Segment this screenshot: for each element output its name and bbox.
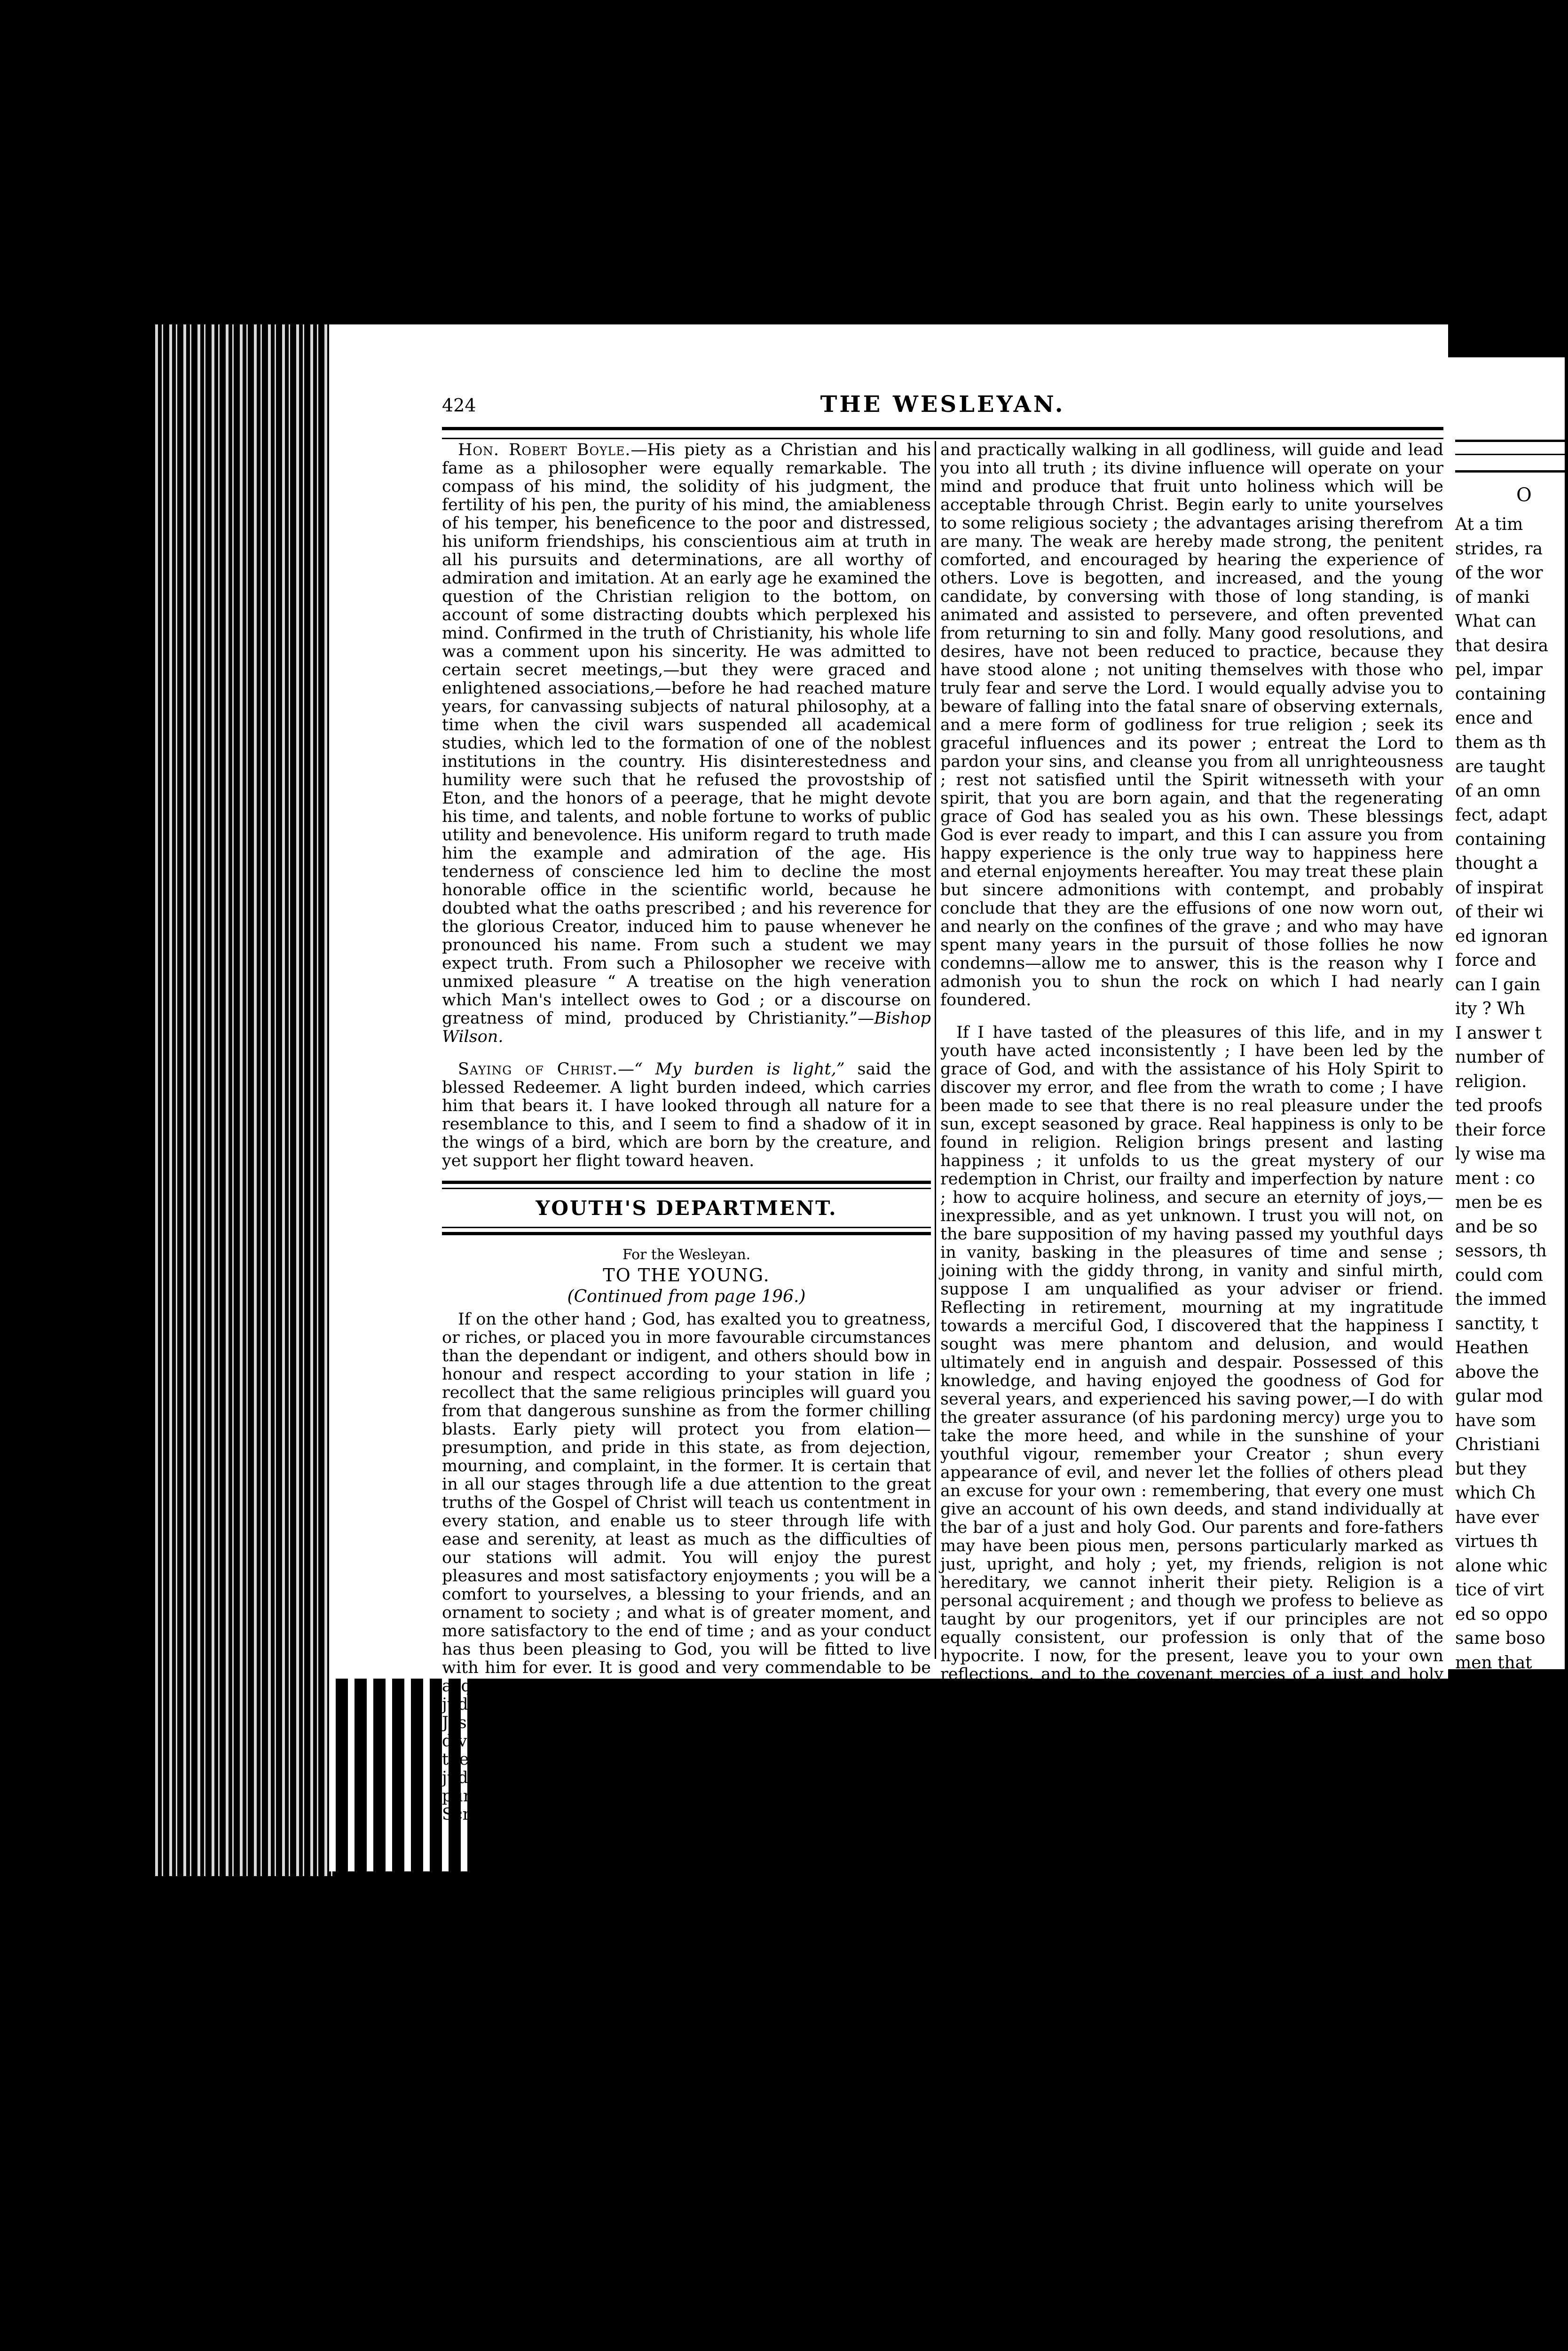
signoff bbox=[940, 1768, 1443, 1797]
facing-line: of inspirat bbox=[1455, 878, 1544, 898]
saying-article bbox=[442, 1060, 931, 1170]
facing-rule-3 bbox=[1455, 470, 1568, 473]
facing-line: the immed bbox=[1455, 1290, 1547, 1309]
facing-line: virtues th bbox=[1455, 1532, 1538, 1551]
facing-line: and be so bbox=[1455, 1217, 1538, 1237]
book-spine-edge bbox=[155, 324, 334, 1876]
boyle-article bbox=[442, 441, 931, 1046]
facing-line: ment : co bbox=[1455, 1168, 1535, 1188]
facing-line: their force bbox=[1455, 1120, 1546, 1140]
for-the-wesleyan-line: For the Wesleyan. bbox=[622, 1247, 751, 1263]
article-title: TO THE YOUNG. bbox=[603, 1265, 770, 1286]
facing-rule-2 bbox=[1455, 454, 1568, 455]
facing-heading-fragment: O bbox=[1516, 484, 1532, 506]
facing-line: fect, adapt bbox=[1455, 805, 1547, 825]
facing-line: ble simpli bbox=[1455, 1774, 1539, 1793]
facing-line: alone whic bbox=[1455, 1556, 1548, 1576]
continued-note: (Continued from page 196.) bbox=[567, 1287, 806, 1306]
signature: A FRIEND OF YOUTH. bbox=[1242, 1768, 1434, 1786]
facing-line: containing bbox=[1455, 684, 1546, 704]
facing-line: number of bbox=[1455, 1048, 1544, 1067]
facing-line: At a tim bbox=[1455, 515, 1523, 534]
page-number: 424 bbox=[442, 395, 476, 416]
facing-line: have ever bbox=[1455, 1507, 1539, 1527]
facing-line: sanctity, t bbox=[1455, 1314, 1538, 1333]
saying-lead: Saying of Christ. bbox=[458, 1060, 618, 1079]
section-rule-top bbox=[442, 1181, 931, 1189]
facing-line: I answer t bbox=[1455, 1023, 1542, 1043]
youth-paragraph-2: and practically walking in all godliness, will guide and lead you into all truth ; its divine influence will operate on your mind and produce that fruit unto holiness which will be acceptable through Christ. Begin early to unite yourselves to some religious society ; the advantages arising therefrom are many. The weak are hereby made strong, the penitent comforted, and encouraged by hearing the experience of others. Love is begotten, and increased, and the young candidate, by conversing with those of long standing, is animated and assisted to persevere, and often prevented from returning to sin and folly. Many good resolutions, and desires, have not been reduced to practice, because they have stood alone ; not uniting themselves with those who truly fear and serve the Lord. I would equally advise you to beware of falling into the fatal snare of observing externals, and a mere form of godliness for true religion ; seek its graceful influences and its power ; entreat the Lord to pardon your sins, and cleanse you from all unrighteousness ; rest not satisfied until the Spirit witnesseth with your spirit, that you are born again, and that the regenerating grace of God has sealed you as his own. These blessings God is ever ready to impart, and this I can assure you from happy experience is the only true way to happiness here and eternal enjoyments hereafter. You may treat these plain but sincere admonitions with contempt, and probably conclude that they are the effusions of one now worn out, and nearly on the confines of the grave ; and who may have spent many years in the pursuit of those follies he now condemns—allow me to answer, this is the reason why I admonish you to shun the rock on which I had nearly foundered. bbox=[940, 441, 1443, 1010]
facing-line: religion. bbox=[1455, 1072, 1527, 1091]
left-column bbox=[442, 441, 931, 1824]
facing-line: have som bbox=[1455, 1411, 1536, 1430]
saying-body: said the blessed Redeemer. A light burden indeed, which carries him that bears it. I have looked through all nature for a resemblance to this, and I seem to find a shadow of it in the wings of a bird, which are born by the creature, and yet support her flight toward heaven. bbox=[442, 1060, 931, 1170]
facing-line: to remove bbox=[1455, 1871, 1542, 1890]
right-column bbox=[940, 441, 1443, 1786]
facing-line: place, refl bbox=[1455, 1701, 1541, 1721]
facing-line: which Ch bbox=[1455, 1483, 1536, 1503]
journal-title: THE WESLEYAN. bbox=[820, 391, 1065, 418]
facing-line: men that bbox=[1455, 1653, 1532, 1673]
section-heading: YOUTH'S DEPARTMENT. bbox=[536, 1197, 837, 1220]
facing-line: and sublin bbox=[1455, 1750, 1545, 1769]
facing-line: ity ? Wh bbox=[1455, 999, 1525, 1018]
facing-line: ence and bbox=[1455, 709, 1533, 728]
running-head bbox=[442, 391, 1443, 423]
facing-line: that desira bbox=[1455, 636, 1549, 655]
facing-line: Heathen bbox=[1455, 1338, 1529, 1357]
left-page bbox=[329, 324, 1448, 1824]
facing-line: men be es bbox=[1455, 1193, 1543, 1212]
facing-line: tion, which bbox=[1455, 1798, 1551, 1818]
facing-line: tice of virt bbox=[1455, 1580, 1544, 1600]
facing-line: ly wise ma bbox=[1455, 1144, 1546, 1164]
facing-line: the greate bbox=[1455, 1846, 1544, 1866]
facing-line: are taught bbox=[1455, 757, 1545, 776]
facing-line: of manki bbox=[1455, 587, 1530, 607]
facing-line: faults in th bbox=[1455, 1677, 1548, 1696]
facing-line: can I gain bbox=[1455, 975, 1541, 994]
facing-text-lines bbox=[1455, 513, 1568, 1917]
place-date: Windsor, Sept. 1838. bbox=[950, 1768, 1109, 1786]
column-divider bbox=[935, 441, 936, 1659]
youth-paragraph-3: If I have tasted of the pleasures of this life, and in my youth have acted inconsistently ; I have been led by the grace of God, and with the assistance of his Holy Spirit to discover my error, and flee from the wrath to come ; I have been made to see that there is no real pleasure under the sun, except seasoned by grace. Real happiness is only to be found in religion. Religion brings present and lasting happiness ; it unfolds to us the great mystery of our redemption in Christ, our frailty and imperfection by nature ; how to acquire holiness, and secure an eternity of joys,—inexpressible, and as yet unknown. I trust you will not, on the bare supposition of my having passed my youthful days in vanity, basking in the pleasures of time and sense ; joining with the giddy throng, in vanity and sinful mirth, suppose I am unqualified as your adviser or friend. Reflecting in retirement, mourning at my ingratitude towards a merciful God, I discovered that the happiness I sought was mere phantom and delusion, and would ultimately end in anguish and despair. Possessed of this knowledge, and having enjoyed the goodness of God for several years, and experienced his saving power,—I do with the greater assurance (of his pardoning mercy) urge you to take the more heed, and while in the sunshine of your youthful vigour, remember your Creator ; shun every appearance of evil, and never let the follies of others plead an excuse for your own : remembering, that every one must give an account of his own deeds, and stand individually at the bar of a just and holy God. Our parents and fore-fathers may have been pious men, persons particularly marked as just, upright, and holy ; yet, my friends, religion is not hereditary, we cannot inherit their piety. Religion is a personal acquirement ; and though we profess to believe as taught by our progenitors, yet if our principles are not equally consistent, our profession is only that of the hypocrite. I now, for the present, leave you to your own reflections, and to the covenant mercies of a just and holy God. He is ever ready to hear and answer the cry of every true penitent ; praying that his grace may enable you to close in with the overtures of mercy, remembering, that now is the accepted time ; now is the day of salvation. bbox=[940, 1023, 1443, 1757]
facing-line: ted proofs bbox=[1455, 1096, 1543, 1115]
facing-line: thought a bbox=[1455, 854, 1538, 873]
facing-line: sessors, th bbox=[1455, 1241, 1547, 1261]
facing-page bbox=[1446, 357, 1565, 1915]
facing-line: number, in bbox=[1455, 1726, 1547, 1745]
header-rule bbox=[442, 427, 1443, 439]
facing-line: racter of t bbox=[1455, 1822, 1542, 1842]
boyle-attribution: —Bishop Wilson. bbox=[442, 1009, 931, 1046]
facing-line: pel, impar bbox=[1455, 660, 1543, 679]
facing-line: them as th bbox=[1455, 733, 1546, 752]
facing-line: What can bbox=[1455, 612, 1536, 631]
facing-line: could com bbox=[1455, 1265, 1543, 1285]
youth-paragraph-1: If on the other hand ; God, has exalted you to greatness, or riches, or placed you in more favourable circumstances than the dependant or indigent, and others should bow in honour and respect according to your station in life ; recollect that the same religious principles will guard you from that dangerous sunshine as from the former chilling blasts. Early piety will protect you from elation—presumption, and pride in this state, as from dejection, mourning, and complaint, in the former. It is certain that in all our stages through life a due attention to the great truths of the Gospel of Christ will teach us contentment in every station, and enable us to steer through life with ease and serenity, at least as much as the difficulties of our stations will admit. You will enjoy the purest pleasures and most satisfactory enjoyments ; you will be a comfort to yourselves, a blessing to your friends, and an ornament to society ; and what is of greater moment, and more satisfactory to the end of time ; and as your conduct has thus been pleasing to God, you will be fitted to live with him for ever. It is good and very commendable to be acquainted with Divine Revelation, to possess a sound judgment in the important doctrines of the Gospel of Jesus Christ,—of human depravity,—or of original sin—the divinity and atonement of our Redeemer—regeneration by the Holy Spirit—justification by faith—of the last judgment, and certainty of future rewards and punishments—a frequent perusal of the Sacred Scriptures, assisted by prayer, rightly understanding bbox=[442, 1310, 931, 1824]
facing-rule-1 bbox=[1455, 440, 1568, 442]
facing-line: but they bbox=[1455, 1459, 1527, 1479]
boyle-body: —His piety as a Christian and his fame as a philosopher were equally remarkable. The compass of his mind, the solidity of his judgment, the fertility of his pen, the purity of his mind, the amiableness of his temper, his beneficence to the poor and distressed, his uniform friendships, his conscientious aim at truth in all his pursuits and determinations, are all worthy of admiration and imitation. At an early age he examined the question of the Christian religion to the bottom, on account of some distracting doubts which perplexed his mind. Confirmed in the truth of Christianity, his whole life was a comment upon his sincerity. He was admitted to certain secret meetings,—but they were graced and enlightened associations,—before he had reached mature years, for canvassing subjects of natural philosophy, at a time when the civil wars suspended all academical studies, which led to the formation of one of the noblest institutions in the country. His disinterestedness and humility were such that he refused the provostship of Eton, and the honors of a peerage, that he might devote his time, and talents, and noble fortune to works of public utility and benevolence. His uniform regard to truth made him the example and admiration of the age. His tenderness of conscience led him to decline the most honorable office in the scientific world, because he doubted what the oaths prescribed ; and his reverence for the glorious Creator, induced him to pause whenever he pronounced his name. From such a student we may expect truth. From such a Philosopher we receive with unmixed pleasure “ A treatise on the high veneration which Man's intellect owes to God ; or a discourse on greatness of mind, produced by Christianity.” bbox=[442, 441, 931, 1028]
facing-line: ed ignoran bbox=[1455, 926, 1548, 946]
saying-quote: —“ My burden is light,” bbox=[617, 1060, 845, 1079]
facing-line: gular mod bbox=[1455, 1387, 1543, 1406]
facing-line: force and bbox=[1455, 951, 1536, 970]
section-rule-bottom bbox=[442, 1227, 931, 1235]
facing-line: ed so oppo bbox=[1455, 1604, 1548, 1624]
facing-line: Christiani bbox=[1455, 1435, 1540, 1454]
facing-line: of the wor bbox=[1455, 563, 1543, 583]
facing-line: of an omn bbox=[1455, 781, 1541, 801]
facing-line: containing bbox=[1455, 829, 1546, 849]
facing-line: strides, ra bbox=[1455, 539, 1543, 559]
facing-line: of whom t bbox=[1455, 1895, 1541, 1915]
facing-line: of their wi bbox=[1455, 902, 1544, 922]
boyle-lead: Hon. Robert Boyle. bbox=[458, 441, 631, 459]
facing-line: same boso bbox=[1455, 1629, 1545, 1648]
facing-line: above the bbox=[1455, 1362, 1539, 1382]
